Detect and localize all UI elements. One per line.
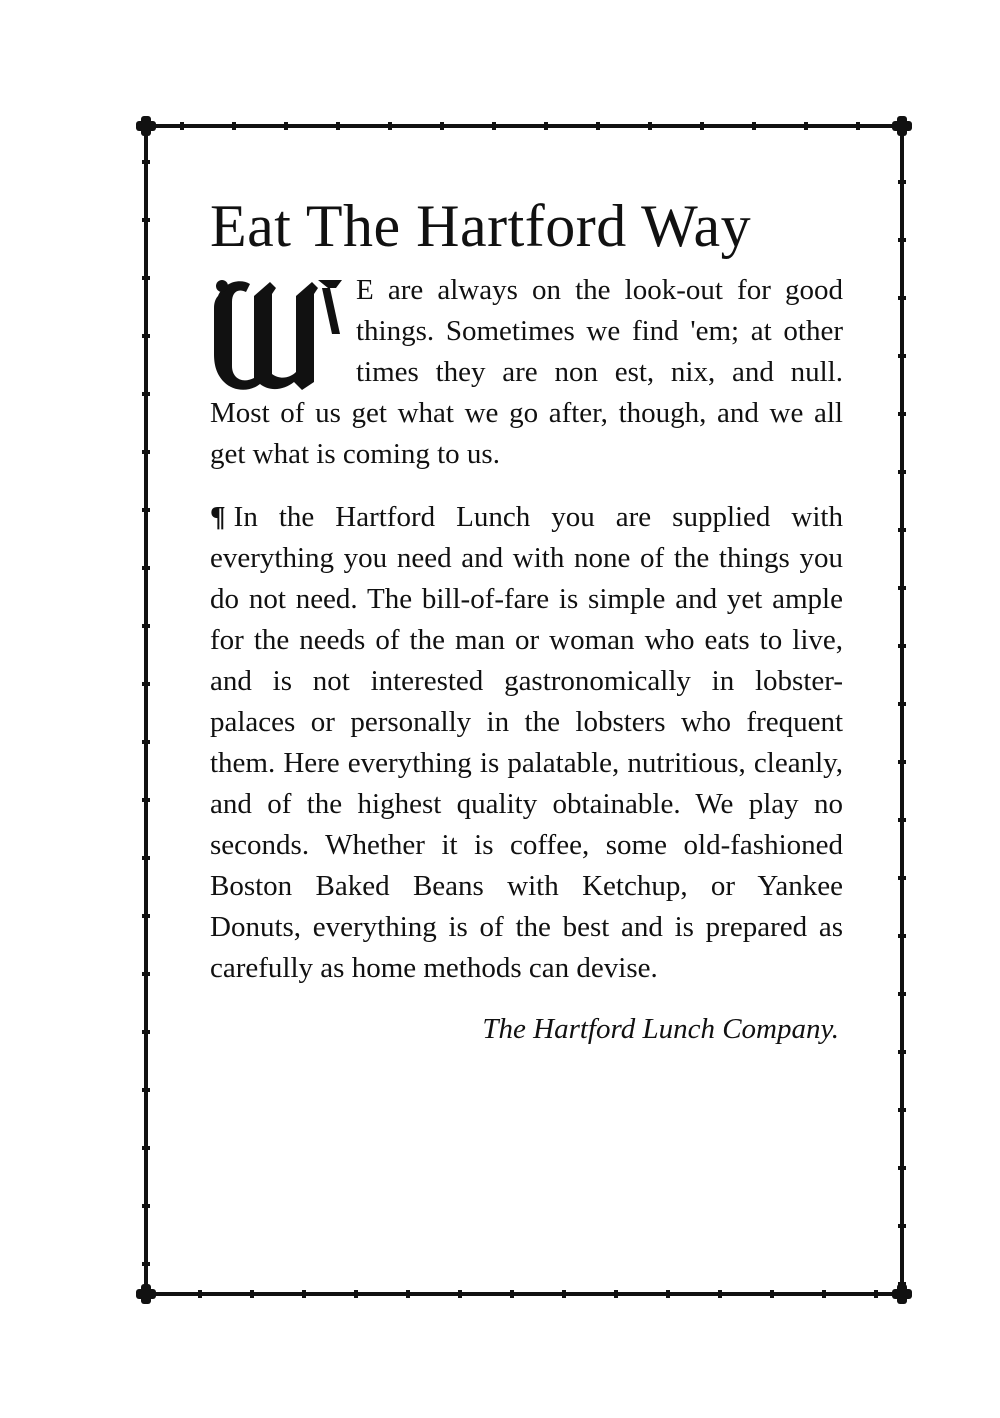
border-knot	[142, 276, 150, 280]
border-knot	[458, 1290, 462, 1298]
advertisement-content	[210, 194, 843, 1049]
pilcrow-icon: ¶	[210, 501, 226, 533]
border-knot	[142, 972, 150, 976]
border-knot	[142, 1088, 150, 1092]
ad-title: Eat The Hartford Way	[210, 193, 752, 259]
border-knot	[142, 508, 150, 512]
border-knot	[142, 450, 150, 454]
border-knot	[898, 818, 906, 822]
border-knot	[336, 122, 340, 130]
border-knot	[856, 122, 860, 130]
border-knot	[250, 1290, 254, 1298]
border-knot	[822, 1290, 826, 1298]
border-knot	[666, 1290, 670, 1298]
border-knot	[142, 566, 150, 570]
border-knot	[142, 798, 150, 802]
border-knot	[198, 1290, 202, 1298]
cross-ornament-icon	[892, 116, 912, 136]
border-knot	[898, 702, 906, 706]
border-knot	[544, 122, 548, 130]
border-knot	[898, 180, 906, 184]
border-knot	[142, 682, 150, 686]
border-knot	[180, 122, 184, 130]
border-knot	[898, 1108, 906, 1112]
border-knot	[284, 122, 288, 130]
border-knot	[596, 122, 600, 130]
border-knot	[142, 392, 150, 396]
body-paragraph	[210, 497, 843, 989]
border-knot	[770, 1290, 774, 1298]
border-knot	[142, 160, 150, 164]
border-knot	[142, 1262, 150, 1266]
border-knot	[898, 1166, 906, 1170]
border-knot	[302, 1290, 306, 1298]
border-knot	[804, 122, 808, 130]
border-knot	[354, 1290, 358, 1298]
border-knot	[142, 218, 150, 222]
border-knot	[898, 586, 906, 590]
border-knot	[898, 934, 906, 938]
cross-ornament-icon	[136, 1284, 156, 1304]
border-knot	[898, 992, 906, 996]
border-knot	[614, 1290, 618, 1298]
cross-ornament-icon	[892, 1284, 912, 1304]
border-knot	[440, 122, 444, 130]
border-knot	[898, 528, 906, 532]
border-knot	[492, 122, 496, 130]
border-knot	[142, 334, 150, 338]
border-knot	[232, 122, 236, 130]
border-knot	[898, 296, 906, 300]
border-knot	[752, 122, 756, 130]
border-knot	[142, 914, 150, 918]
border-knot	[700, 122, 704, 130]
cross-ornament-icon	[136, 116, 156, 136]
border-knot	[718, 1290, 722, 1298]
border-knot	[648, 122, 652, 130]
border-knot	[898, 644, 906, 648]
border-knot	[898, 412, 906, 416]
intro-paragraph	[210, 270, 843, 475]
border-knot	[142, 856, 150, 860]
border-knot	[562, 1290, 566, 1298]
border-knot	[388, 122, 392, 130]
border-knot	[898, 1050, 906, 1054]
border-knot	[142, 1204, 150, 1208]
border-knot	[142, 1146, 150, 1150]
advertisement-frame	[142, 122, 906, 1298]
border-knot	[898, 470, 906, 474]
border-knot	[406, 1290, 410, 1298]
body-text: In the Hartford Lunch you are supplied with everything you need and with none of the things you do not need. The bill-of-fare is simple and yet ample for the needs of the man or woman who eats to live, and is not interested gastronomically in lobster-palaces or personally in the lobsters who frequent them. Here everything is palatable, nutritious, cleanly, and of the highest quality obtainable. We play no seconds. Whether it is coffee, some old-fashioned Boston Baked Beans with Ketchup, or Yankee Donuts, everything is of the best and is prepared as carefully as home methods can devise.	[210, 501, 843, 984]
border-knot	[142, 1030, 150, 1034]
border-knot	[142, 624, 150, 628]
border-knot	[898, 1224, 906, 1228]
drop-cap-blackletter-w	[210, 274, 348, 392]
border-knot	[898, 238, 906, 242]
border-knot	[142, 740, 150, 744]
border-knot	[898, 760, 906, 764]
intro-text: E are always on the look-out for good things. Sometimes we find 'em; at other times they are non est, nix, and null. Most of us get what we go after, though, and we all get what is coming to us.	[210, 274, 843, 470]
signature: The Hartford Lunch Company.	[482, 1013, 839, 1045]
border-knot	[898, 354, 906, 358]
border-knot	[874, 1290, 878, 1298]
border-knot	[898, 876, 906, 880]
border-knot	[510, 1290, 514, 1298]
